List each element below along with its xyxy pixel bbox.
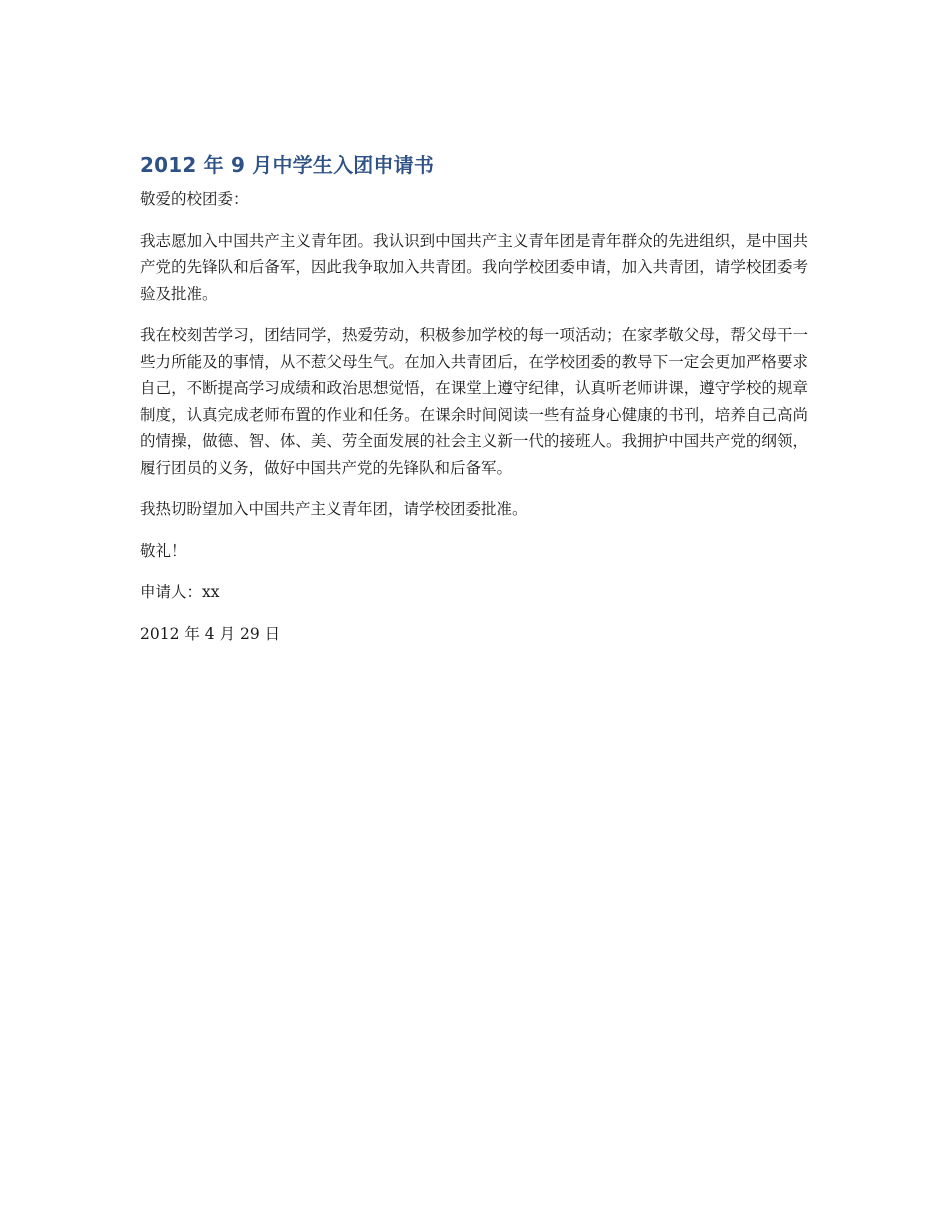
document-page xyxy=(140,150,808,662)
applicant-line: 申请人：xx xyxy=(140,583,220,601)
body-paragraph-3: 我热切盼望加入中国共产主义青年团，请学校团委批准。 xyxy=(140,500,528,518)
salutation: 敬爱的校团委： xyxy=(140,190,249,208)
document-title: 2012 年 9 月中学生入团申请书 xyxy=(140,153,435,177)
closing-salute: 敬礼！ xyxy=(140,541,187,560)
body-paragraph-2: 我在校刻苦学习，团结同学，热爱劳动，积极参加学校的每一项活动；在家孝敬父母，帮父母干一些力所能及的事情，从不惹父母生气。在加入共青团后，在学校团委的教导下一定会更加严格要求自己，不断提高学习成绩和政治思想觉悟，在课堂上遵守纪律，认真听老师讲课，遵守学校的规章制度，认真完成老师布置的作业和任务。在课余时间阅读一些有益身心健康的书刊，培养自己高尚的情操，做德、智、体、美、劳全面发展的社会主义新一代的接班人。我拥护中国共产党的纲领，履行团员的义务，做好中国共产党的先锋队和后备军。 xyxy=(140,326,808,477)
body-paragraph-1: 我志愿加入中国共产主义青年团。我认识到中国共产主义青年团是青年群众的先进组织，是中国共产党的先锋队和后备军，因此我争取加入共青团。我向学校团委申请，加入共青团，请学校团委考验及批准。 xyxy=(140,231,808,303)
date-line: 2012 年 4 月 29 日 xyxy=(140,624,281,643)
